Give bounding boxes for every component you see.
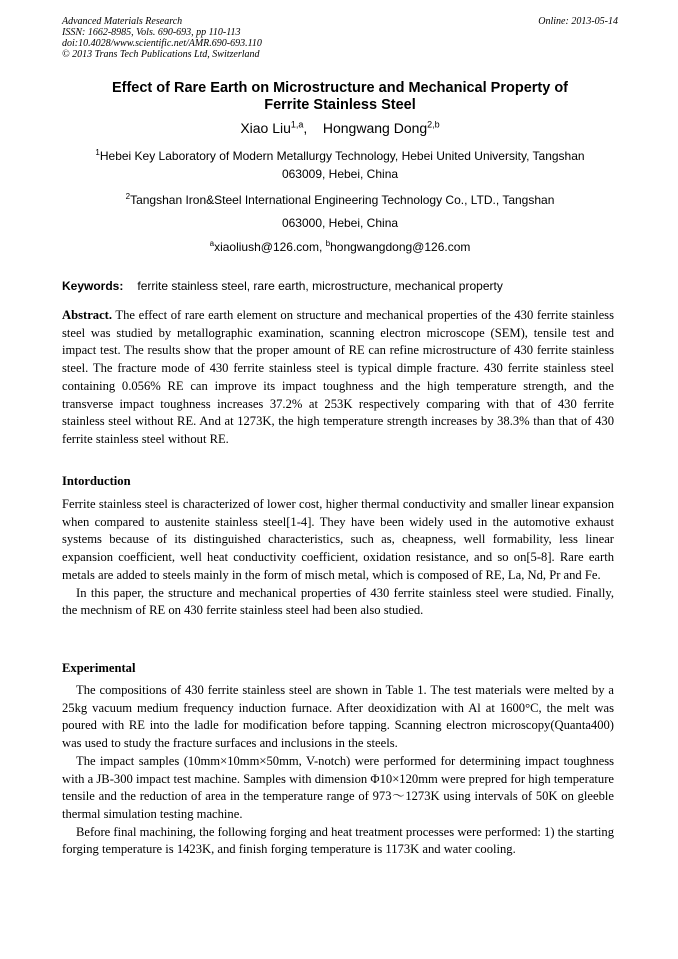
author-list	[62, 120, 618, 136]
author-affiliation-mark: 2,b	[427, 119, 440, 130]
introduction-body	[62, 496, 614, 620]
affiliation-2	[62, 189, 618, 235]
affiliation-1	[62, 147, 618, 183]
title-line-1: Effect of Rare Earth on Microstructure and Mechanical Property of	[111, 80, 569, 96]
email-mark: b	[325, 239, 331, 248]
paper-title	[62, 80, 618, 114]
author-name: Hongwang Dong	[322, 120, 428, 136]
email-link[interactable]: hongwangdong@126.com	[330, 240, 471, 254]
abstract	[62, 307, 614, 449]
experimental-body	[62, 682, 614, 859]
section-heading-experimental: Experimental	[62, 661, 136, 675]
abstract-text: The effect of rare earth element on structure and mechanical properties of the 430 ferrite stainless steel was studied by metallographic examination, scanning electron microscope (SEM), tensile test and impact test. The results show that the proper amount of RE can refine microstructure of 430 ferrite stainless steel. The fracture mode of 430 ferrite stainless steel is typical dimple fracture. 430 ferrite stainless steel containing 0.056% RE can improve its impact toughness and the high temperature strength, and the transverse impact toughness increases 37.2% at 253K respectively comparing with that of 430 ferrite stainless steel without RE. And at 1273K, the high temperature strength increases by 38.3% than that of 430 ferrite stainless steel without RE.	[62, 308, 614, 446]
keywords	[62, 279, 618, 294]
paragraph: In this paper, the structure and mechanical properties of 430 ferrite stainless steel were studied. Finally, the mechnism of RE on 430 ferrite stainless steel had been also studied.	[62, 585, 614, 618]
abstract-label: Abstract.	[62, 308, 113, 322]
keywords-text: ferrite stainless steel, rare earth, microstructure, mechanical property	[137, 279, 503, 293]
running-header	[62, 16, 618, 60]
title-line-2: Ferrite Stainless Steel	[264, 97, 416, 113]
issn-line: ISSN: 1662-8985, Vols. 690-693, pp 110-113	[62, 27, 241, 38]
author-separator: ,	[303, 120, 323, 136]
paragraph: Before final machining, the following forging and heat treatment processes were performed: 1) the starting forging temperature is 1423K, and finish forging temperature is 1173K and water cooling.	[62, 824, 614, 857]
paragraph: Ferrite stainless steel is characterized of lower cost, higher thermal conductivity and smaller linear expansion when compared to austenite stainless steel[1-4]. They have been widely used in the automotive exhaust systems because of its distinguished characteristics, such as, cheapness, well formability, less linear expansion coefficient, well heat conductivity coefficient, oxidation resistance, and so on[5-8]. Rare earth metals are added to steels mainly in the form of misch metal, which is composed of RE, La, Nd, Pr and Fe.	[62, 497, 614, 582]
email-link[interactable]: xiaoliush@126.com,	[214, 240, 326, 254]
affiliation-line: 063009, Hebei, China	[281, 167, 399, 181]
author-name: Xiao Liu	[240, 120, 291, 136]
paragraph: The compositions of 430 ferrite stainless steel are shown in Table 1. The test materials were melted by a 25kg vacuum medium frequency induction furnace. After deoxidization with Al at 1600°C, the melt was poured with RE into the ladle for modification before tapping. Scanning electron microscopy(Quanta400) was used to study the fracture surfaces and inclusions in the steels.	[62, 683, 614, 751]
affiliation-mark: 1	[95, 148, 100, 157]
section-heading-introduction: Intorduction	[62, 474, 131, 488]
affiliation-line: 063000, Hebei, China	[281, 216, 399, 230]
author-affiliation-mark: 1,a	[290, 119, 304, 130]
affiliation-line: Hebei Key Laboratory of Modern Metallurgy Technology, Hebei United University, Tangshan	[99, 149, 585, 163]
keywords-label: Keywords:	[62, 279, 124, 293]
affiliation-mark: 2	[125, 192, 131, 201]
journal-name: Advanced Materials Research	[62, 16, 183, 27]
doi-line: doi:10.4028/www.scientific.net/AMR.690-693.110	[62, 38, 262, 49]
copyright-line: © 2013 Trans Tech Publications Ltd, Switzerland	[62, 49, 260, 60]
affiliation-line: Tangshan Iron&Steel International Engineering Technology Co., LTD., Tangshan	[130, 193, 555, 207]
email-mark: a	[209, 239, 215, 248]
online-date: Online: 2013-05-14	[538, 16, 618, 27]
author-emails	[62, 238, 618, 256]
paragraph: The impact samples (10mm×10mm×50mm, V-notch) were performed for determining impact toughness with a JB-300 impact test machine. Samples with dimension Φ10×120mm were prepred for high temperature tensile and the reduction of area in the temperature range of 973～1273K using intervals of 50K on gleeble thermal simulation testing machine.	[62, 753, 614, 821]
